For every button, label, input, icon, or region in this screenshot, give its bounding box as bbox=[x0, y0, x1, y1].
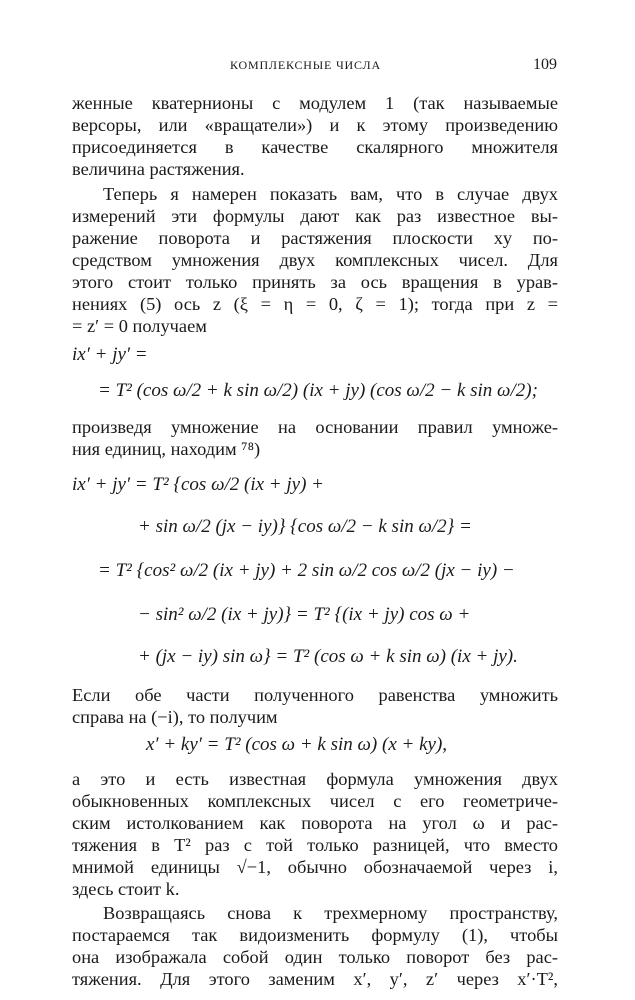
text-line: Теперь я намерен показать вам, что в случае двух bbox=[103, 184, 558, 204]
text-line: женные кватернионы с модулем 1 (так называемые bbox=[72, 93, 558, 113]
text-line: произведя умножение на основании правил умноже- bbox=[72, 417, 558, 437]
text-line: тяжения. Для этого заменим x′, y′, z′ через x′·T², bbox=[72, 969, 558, 989]
text-line: средством умножения двух комплексных чисел. Для bbox=[72, 250, 558, 270]
text-line: присоединяется в качестве скалярного множителя bbox=[72, 137, 558, 157]
text-line: ским истолкованием как поворота на угол ω и рас- bbox=[72, 813, 558, 833]
text-line: величина растяжения. bbox=[72, 159, 245, 179]
running-header bbox=[0, 58, 635, 78]
text-line: ния единиц, находим ⁷⁸) bbox=[72, 439, 261, 459]
text-line: этого стоит только принять за ось вращения в урав- bbox=[72, 272, 558, 292]
equation-line: − sin² ω/2 (ix + jy)} = T² {(ix + jy) cos ω + bbox=[138, 604, 471, 625]
text-line: обыкновенных комплексных чисел с его геометриче- bbox=[72, 791, 558, 811]
text-line: версоры, или «вращатели») и к этому произведению bbox=[72, 115, 558, 135]
text-line: тяжения в T² раз с той только разницей, что вместо bbox=[72, 835, 558, 855]
equation-line: = T² {cos² ω/2 (ix + jy) + 2 sin ω/2 cos ω/2 (jx − iy) − bbox=[98, 560, 515, 581]
equation-line: ix′ + jy′ = T² {cos ω/2 (ix + jy) + bbox=[72, 474, 324, 495]
equation-line: + (jx − iy) sin ω} = T² (cos ω + k sin ω) (ix + jy). bbox=[138, 646, 518, 667]
text-line: мнимой единицы √−1, обычно обозначаемой через i, bbox=[72, 857, 558, 877]
text-line: постараемся так видоизменить формулу (1), чтобы bbox=[72, 925, 558, 945]
text-line: Если обе части полученного равенства умножить bbox=[72, 685, 558, 705]
equation-line: x′ + ky′ = T² (cos ω + k sin ω) (x + ky), bbox=[146, 734, 448, 755]
running-title: КОМПЛЕКСНЫЕ ЧИСЛА bbox=[230, 58, 381, 72]
equation-line: = T² (cos ω/2 + k sin ω/2) (ix + jy) (cos ω/2 − k sin ω/2); bbox=[98, 380, 538, 401]
text-line: = z′ = 0 получаем bbox=[72, 316, 207, 336]
equation-line: + sin ω/2 (jx − iy)} {cos ω/2 − k sin ω/2} = bbox=[138, 516, 472, 537]
page-number: 109 bbox=[533, 56, 557, 73]
text-line: а это и есть известная формула умножения двух bbox=[72, 769, 558, 789]
text-line: измерений эти формулы дают как раз известное вы- bbox=[72, 206, 558, 226]
text-line: нениях (5) ось z (ξ = η = 0, ζ = 1); тогда при z = bbox=[72, 294, 558, 314]
text-line: Возвращаясь снова к трехмерному пространству, bbox=[103, 903, 558, 923]
text-line: она изображала собой один только поворот без рас- bbox=[72, 947, 558, 967]
equation-line: ix′ + jy′ = bbox=[72, 344, 148, 365]
text-line: ражение поворота и растяжения плоскости xy по- bbox=[72, 228, 558, 248]
text-line: здесь стоит k. bbox=[72, 879, 180, 899]
text-line: справа на (−i), то получим bbox=[72, 707, 278, 727]
